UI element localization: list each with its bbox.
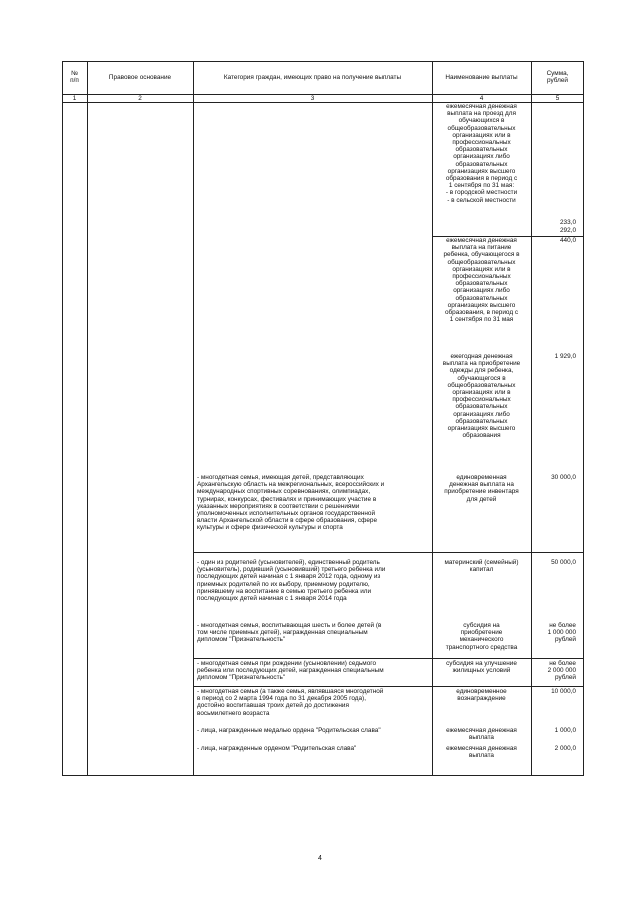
category-sports: - многодетная семья, имеющая детей, представляющих Архангельскую область на межрегиональных, всероссийских и международных спортивных соревнованиях, олимпиадах, турнирах, конкурсах, фестивалях и принимающих участие в указанных мероприятиях в соответствии с решениями уполномоченных исполнительных органов государственной власти Архангельской области в сфере образования, сфере культуры и сфере физической культуры и спорта — [197, 474, 385, 532]
index-cell: 4 — [479, 95, 484, 102]
sum-food: 440,0 — [560, 237, 576, 244]
index-cell: 1 — [72, 95, 77, 102]
category-medal: - лица, награжденные медалью ордена "Родительская слава" — [197, 727, 381, 734]
payment-order: ежемесячная денежная выплата — [446, 745, 517, 760]
category-order: - лица, награжденные орденом "Родительская слава" — [197, 745, 357, 752]
sum-transport: не более 1 000 000 рублей — [547, 622, 576, 644]
col-divider — [87, 61, 88, 776]
sum-travel-rural: 292,0 — [560, 227, 576, 234]
sum-medal: 1 000,0 — [554, 727, 576, 734]
row-divider — [193, 552, 584, 553]
sum-reward: 10 000,0 — [551, 688, 576, 695]
header-basis: Правовое основание — [108, 74, 172, 81]
page-number: 4 — [318, 855, 322, 862]
payment-food: ежемесячная денежная выплата на питание ребенка, обучающегося в общеобразовательных организациях или в профессиональных образовательных организациях либо образовательных организациях высшего образования, в период с 1 сентября по 31 мая — [443, 237, 520, 324]
header-num: № п/п — [70, 70, 79, 85]
payment-sports: единовременная денежная выплата на приобретение инвентаря для детей — [444, 474, 519, 503]
header-sum: Сумма, рублей — [546, 70, 569, 85]
index-cell: 3 — [310, 95, 315, 102]
row-divider — [193, 686, 584, 687]
payment-travel: ежемесячная денежная выплата на проезд для обучающихся в общеобразовательных организациях или в профессиональных образовательных организациях либо образовательных организациях высшего образования в период с 1 сентября по 31 мая: - в городской местности - в сельской местности — [445, 103, 518, 204]
sum-clothes: 1 929,0 — [554, 353, 576, 360]
sum-sports: 30 000,0 — [551, 474, 576, 481]
payment-clothes: ежегодная денежная выплата на приобретение одежды для ребенка, обучающегося в общеобразовательных организациях или в профессиональных образовательных организациях либо образовательных организациях высшего образования — [442, 353, 521, 440]
payment-maternal: материнский (семейный) капитал — [444, 559, 519, 574]
payment-reward: единовременное вознаграждение — [456, 688, 507, 703]
row-divider — [193, 658, 584, 659]
sum-travel-city: 233,0 — [560, 219, 576, 226]
payment-medal: ежемесячная денежная выплата — [446, 727, 517, 742]
sum-housing: не более 2 000 000 рублей — [547, 660, 576, 682]
header-payment: Наименование выплаты — [445, 74, 518, 81]
category-transport: - многодетная семья, воспитывающая шесть и более детей (в том числе приемных детей), награжденная специальным дипломом "Признательность" — [197, 622, 382, 644]
sum-order: 2 000,0 — [554, 745, 576, 752]
index-cell: 5 — [555, 95, 560, 102]
category-reward: - многодетная семья (а также семья, являвшаяся многодетной в период со 2 марта 1994 года по 31 декабря 2005 года), достойно воспитавшая троих детей до достижения восьмилетнего возраста — [197, 688, 384, 717]
col-divider — [193, 61, 194, 776]
index-cell: 2 — [138, 95, 142, 102]
category-housing: - многодетная семья при рождении (усыновлении) седьмого ребенка или последующих детей, награжденная специальным дипломом "Признательность" — [197, 660, 384, 682]
payment-transport: субсидия на приобретение механического транспортного средства — [445, 622, 518, 651]
category-maternal: - один из родителей (усыновителей), единственный родитель (усыновитель), родивший (усыновивший) третьего ребенка или последующих детей начиная с 1 января 2012 года, одному из приемных родителей по их выбору, приемному родителю, принявшему на воспитание в семью третьего ребенка или последующих детей начиная с 1 января 2014 года — [197, 559, 386, 603]
header-category: Категория граждан, имеющих право на получение выплаты — [223, 74, 402, 81]
payment-housing: субсидия на улучшение жилищных условий — [446, 660, 517, 675]
sum-maternal: 50 000,0 — [551, 559, 576, 566]
